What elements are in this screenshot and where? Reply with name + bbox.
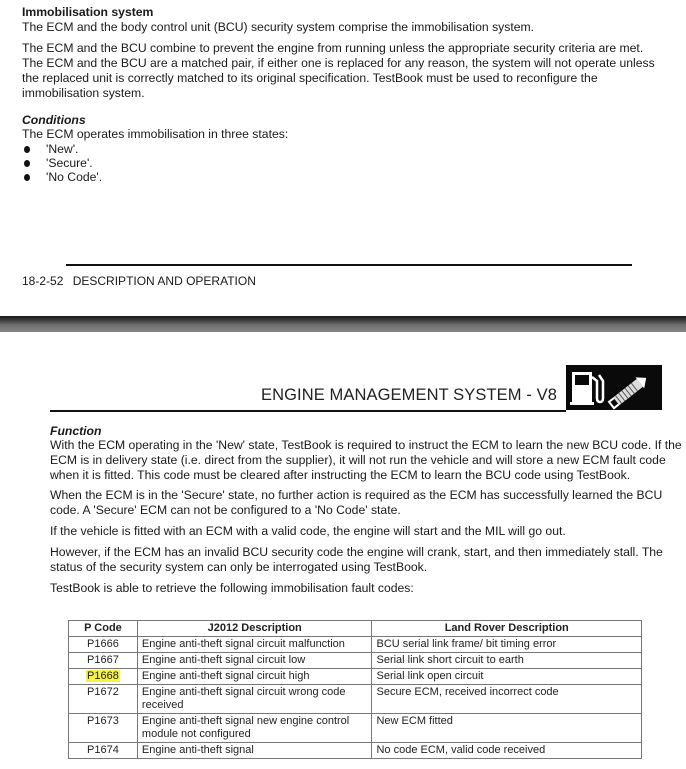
paragraph-line: The ECM and the BCU combine to prevent the engine from running unless the appropriate security criteria are met.	[22, 41, 644, 55]
lr-cell: Serial link open circuit	[372, 669, 642, 685]
conditions-title: Conditions	[22, 113, 86, 127]
j2012-cell: Engine anti-theft signal circuit low	[137, 653, 372, 669]
pcode-cell: P1667	[69, 653, 138, 669]
function-paragraph-2	[50, 488, 662, 518]
paragraph-line: status of the security system can only be interrogated using TestBook.	[50, 560, 428, 574]
list-item: 'New'.	[22, 142, 102, 156]
paragraph-line: the replaced unit is correctly matched to its original specification. TestBook must be used to reconfigure the	[22, 71, 598, 85]
function-paragraph-4	[50, 545, 663, 575]
lr-cell: Secure ECM, received incorrect code	[372, 685, 642, 714]
footer-rule	[66, 264, 632, 266]
column-header-j2012: J2012 Description	[137, 621, 372, 637]
lr-cell: Serial link short circuit to earth	[372, 653, 642, 669]
section-icon-box	[566, 365, 662, 410]
paragraph-line: immobilisation system.	[22, 86, 145, 100]
function-paragraph-3: If the vehicle is fitted with an ECM with a valid code, the engine will start and the MIL will go out.	[50, 524, 566, 538]
table-header-row	[69, 621, 642, 637]
j2012-cell: Engine anti-theft signal circuit wrong code received	[137, 685, 372, 714]
page-header-title: ENGINE MANAGEMENT SYSTEM - V8	[261, 386, 557, 404]
column-header-pcode: P Code	[69, 621, 138, 637]
function-paragraph-1	[50, 438, 682, 483]
pcode-cell: P1673	[69, 714, 138, 743]
paragraph-line: With the ECM operating in the 'New' state, TestBook is required to instruct the ECM to learn the new BCU code. If the	[50, 438, 682, 452]
j2012-cell: Engine anti-theft signal circuit malfunction	[137, 637, 372, 653]
pcode-cell: P1666	[69, 637, 138, 653]
paragraph-line: However, if the ECM has an invalid BCU security code the engine will crank, start, and then immediately stall. The	[50, 545, 663, 559]
j2012-cell: Engine anti-theft signal circuit high	[137, 669, 372, 685]
table-row	[69, 669, 642, 685]
function-title: Function	[50, 424, 102, 438]
j2012-cell: Engine anti-theft signal	[137, 743, 372, 759]
highlighted-pcode: P1668	[87, 670, 119, 682]
lr-cell: New ECM fitted	[372, 714, 642, 743]
page-footer	[22, 274, 256, 289]
paragraph-line: ECM is in delivery state (i.e. direct from the supplier), it will not run the vehicle and will store a new ECM fault code	[50, 453, 666, 467]
paragraph-line: When the ECM is in the 'Secure' state, no further action is required as the ECM has successfully learned the BCU	[50, 488, 663, 502]
footer-section: DESCRIPTION AND OPERATION	[72, 274, 256, 288]
table-row	[69, 714, 642, 743]
fault-code-table	[68, 620, 642, 759]
paragraph-line: when it is fitted. This code must be cleared after instructing the ECM to learn the BCU code using TestBook.	[50, 468, 631, 482]
table-row	[69, 637, 642, 653]
pcode-cell: P1672	[69, 685, 138, 714]
spark-plug-icon	[566, 365, 662, 410]
conditions-intro: The ECM operates immobilisation in three states:	[22, 127, 289, 141]
lr-cell: BCU serial link frame/ bit timing error	[372, 637, 642, 653]
table-row	[69, 743, 642, 759]
list-item: 'Secure'.	[22, 156, 102, 170]
table-row	[69, 685, 642, 714]
paragraph-line: The ECM and the BCU are a matched pair, if either one is replaced for any reason, the system will not operate unless	[22, 56, 655, 70]
immobilisation-intro: The ECM and the body control unit (BCU) security system comprise the immobilisation system.	[22, 20, 535, 34]
paragraph-line: code. A 'Secure' ECM can not be configured to a 'No Code' state.	[50, 503, 401, 517]
lr-cell: No code ECM, valid code received	[372, 743, 642, 759]
section-title-immobilisation: Immobilisation system	[22, 5, 154, 19]
pcode-cell: P1674	[69, 743, 138, 759]
page-divider	[0, 316, 686, 332]
j2012-cell: Engine anti-theft signal new engine control module not configured	[137, 714, 372, 743]
header-rule	[50, 410, 566, 412]
column-header-land-rover: Land Rover Description	[372, 621, 642, 637]
function-paragraph-5: TestBook is able to retrieve the following immobilisation fault codes:	[50, 581, 414, 595]
list-item: 'No Code'.	[22, 170, 102, 184]
pcode-cell	[69, 669, 138, 685]
immobilisation-paragraph	[22, 41, 655, 101]
page-number: 18-2-52	[22, 274, 64, 288]
states-list	[22, 142, 102, 184]
table-row	[69, 653, 642, 669]
